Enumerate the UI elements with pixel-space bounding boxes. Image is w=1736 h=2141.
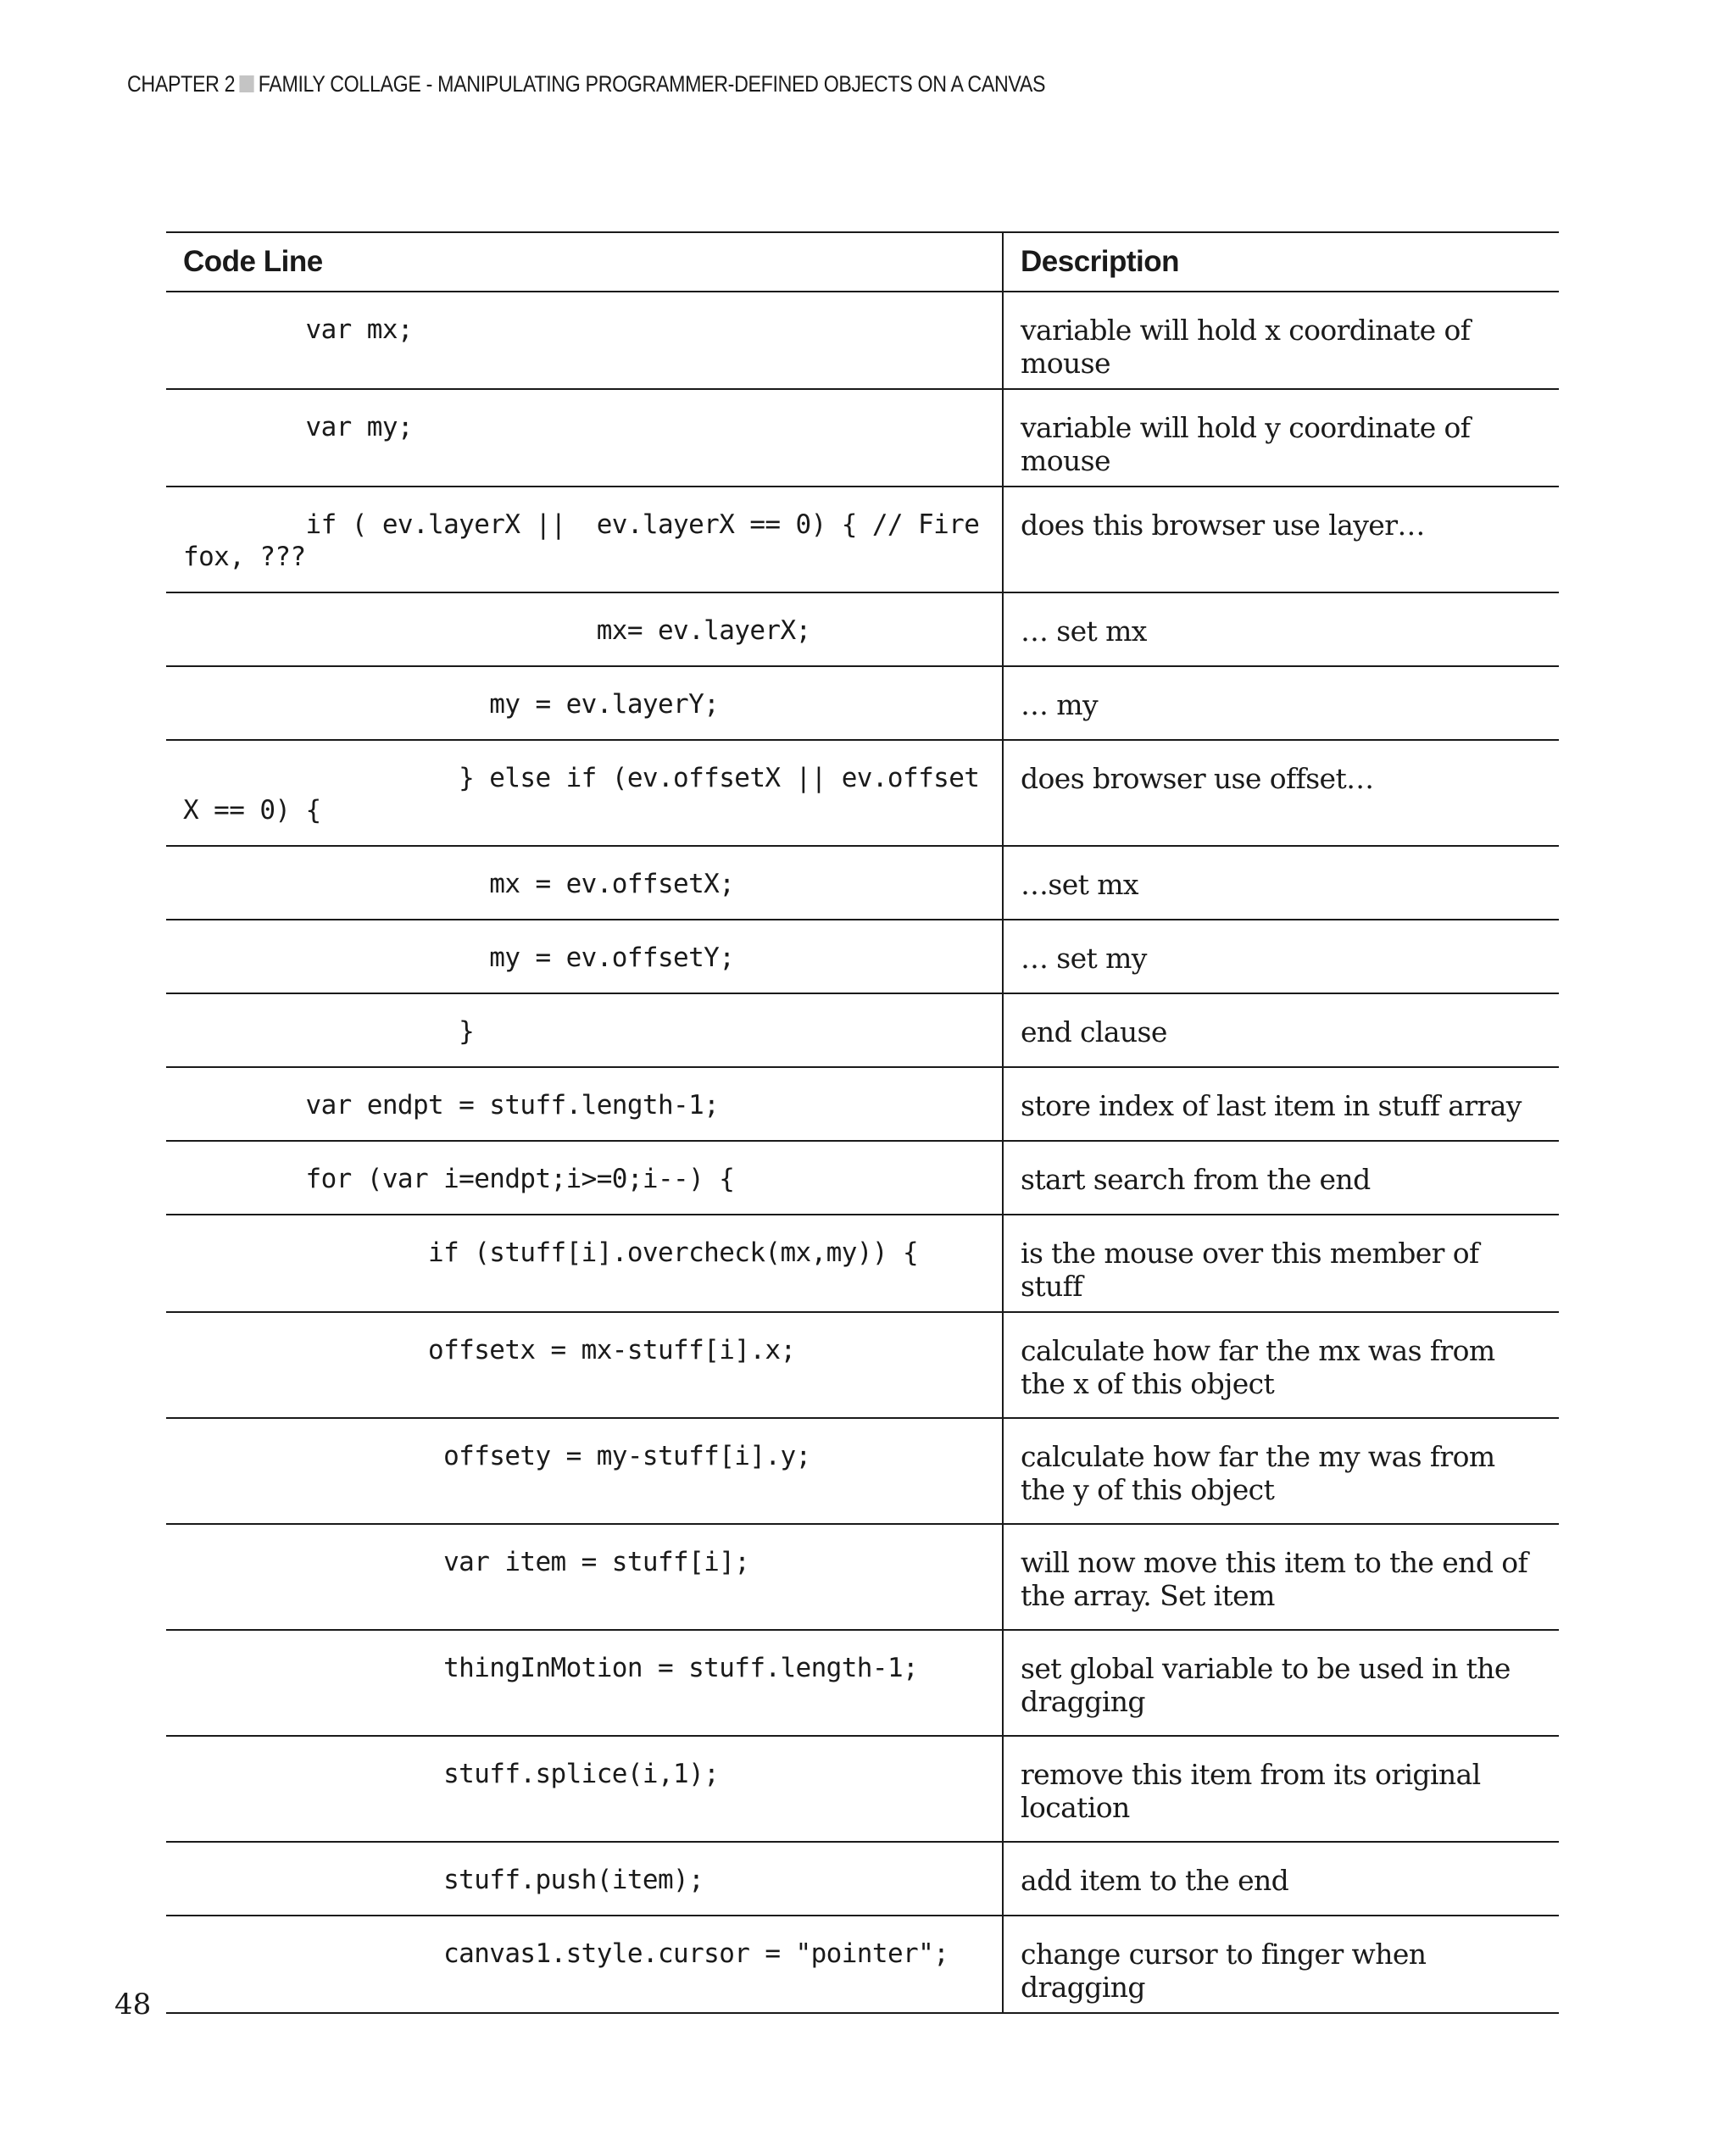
description-cell: change cursor to finger when dragging xyxy=(1003,1916,1559,2013)
table-row xyxy=(166,1736,1559,1842)
description-cell: store index of last item in stuff array xyxy=(1003,1067,1559,1141)
description-cell: is the mouse over this member of stuff xyxy=(1003,1215,1559,1312)
table-row xyxy=(166,1215,1559,1312)
table-row xyxy=(166,920,1559,993)
table-row xyxy=(166,1630,1559,1736)
description-cell: variable will hold y coordinate of mouse xyxy=(1003,389,1559,487)
description-cell: start search from the end xyxy=(1003,1141,1559,1215)
separator-square-icon xyxy=(239,75,253,92)
description-cell: …set mx xyxy=(1003,846,1559,920)
code-cell: mx = ev.offsetX; xyxy=(166,846,1003,920)
description-cell: will now move this item to the end of the array. Set item xyxy=(1003,1524,1559,1630)
code-cell: var my; xyxy=(166,389,1003,487)
chapter-title: FAMILY COLLAGE - MANIPULATING PROGRAMMER-DEFINED OBJECTS ON A CANVAS xyxy=(258,71,1046,97)
table-row xyxy=(166,666,1559,740)
table-header-row xyxy=(166,232,1559,292)
code-cell: for (var i=endpt;i>=0;i--) { xyxy=(166,1141,1003,1215)
chapter-label: CHAPTER 2 xyxy=(127,71,236,97)
description-cell: calculate how far the my was from the y of this object xyxy=(1003,1418,1559,1524)
table-row xyxy=(166,592,1559,666)
table-row xyxy=(166,389,1559,487)
table-row xyxy=(166,487,1559,592)
description-cell: does this browser use layer… xyxy=(1003,487,1559,592)
code-cell: mx= ev.layerX; xyxy=(166,592,1003,666)
description-cell: remove this item from its original location xyxy=(1003,1736,1559,1842)
page-number: 48 xyxy=(114,1988,152,2021)
running-head xyxy=(127,71,1045,97)
table-row xyxy=(166,740,1559,846)
code-cell: thingInMotion = stuff.length-1; xyxy=(166,1630,1003,1736)
code-cell: offsety = my-stuff[i].y; xyxy=(166,1418,1003,1524)
code-cell: var item = stuff[i]; xyxy=(166,1524,1003,1630)
description-cell: does browser use offset… xyxy=(1003,740,1559,846)
code-cell: var mx; xyxy=(166,292,1003,389)
table-row xyxy=(166,1312,1559,1418)
table-row xyxy=(166,846,1559,920)
code-cell: offsetx = mx-stuff[i].x; xyxy=(166,1312,1003,1418)
table-row xyxy=(166,993,1559,1067)
table-row xyxy=(166,1524,1559,1630)
table-row xyxy=(166,1916,1559,2013)
code-cell: my = ev.offsetY; xyxy=(166,920,1003,993)
table-row xyxy=(166,1418,1559,1524)
description-cell: … set my xyxy=(1003,920,1559,993)
description-cell: add item to the end xyxy=(1003,1842,1559,1916)
code-cell: my = ev.layerY; xyxy=(166,666,1003,740)
code-cell: if ( ev.layerX || ev.layerX == 0) { // Firefox, ??? xyxy=(166,487,1003,592)
table-row xyxy=(166,1141,1559,1215)
code-cell: if (stuff[i].overcheck(mx,my)) { xyxy=(166,1215,1003,1312)
table-row xyxy=(166,1842,1559,1916)
code-description-table xyxy=(166,231,1559,2014)
column-header-code-line: Code Line xyxy=(166,232,1003,292)
description-cell: calculate how far the mx was from the x of this object xyxy=(1003,1312,1559,1418)
code-cell: } else if (ev.offsetX || ev.offsetX == 0) { xyxy=(166,740,1003,846)
description-cell: … set mx xyxy=(1003,592,1559,666)
code-cell: canvas1.style.cursor = "pointer"; xyxy=(166,1916,1003,2013)
code-cell: } xyxy=(166,993,1003,1067)
description-cell: end clause xyxy=(1003,993,1559,1067)
table-row xyxy=(166,1067,1559,1141)
description-cell: variable will hold x coordinate of mouse xyxy=(1003,292,1559,389)
description-cell: set global variable to be used in the dragging xyxy=(1003,1630,1559,1736)
column-header-description: Description xyxy=(1003,232,1559,292)
code-cell: stuff.push(item); xyxy=(166,1842,1003,1916)
code-cell: stuff.splice(i,1); xyxy=(166,1736,1003,1842)
description-cell: … my xyxy=(1003,666,1559,740)
table-row xyxy=(166,292,1559,389)
code-cell: var endpt = stuff.length-1; xyxy=(166,1067,1003,1141)
